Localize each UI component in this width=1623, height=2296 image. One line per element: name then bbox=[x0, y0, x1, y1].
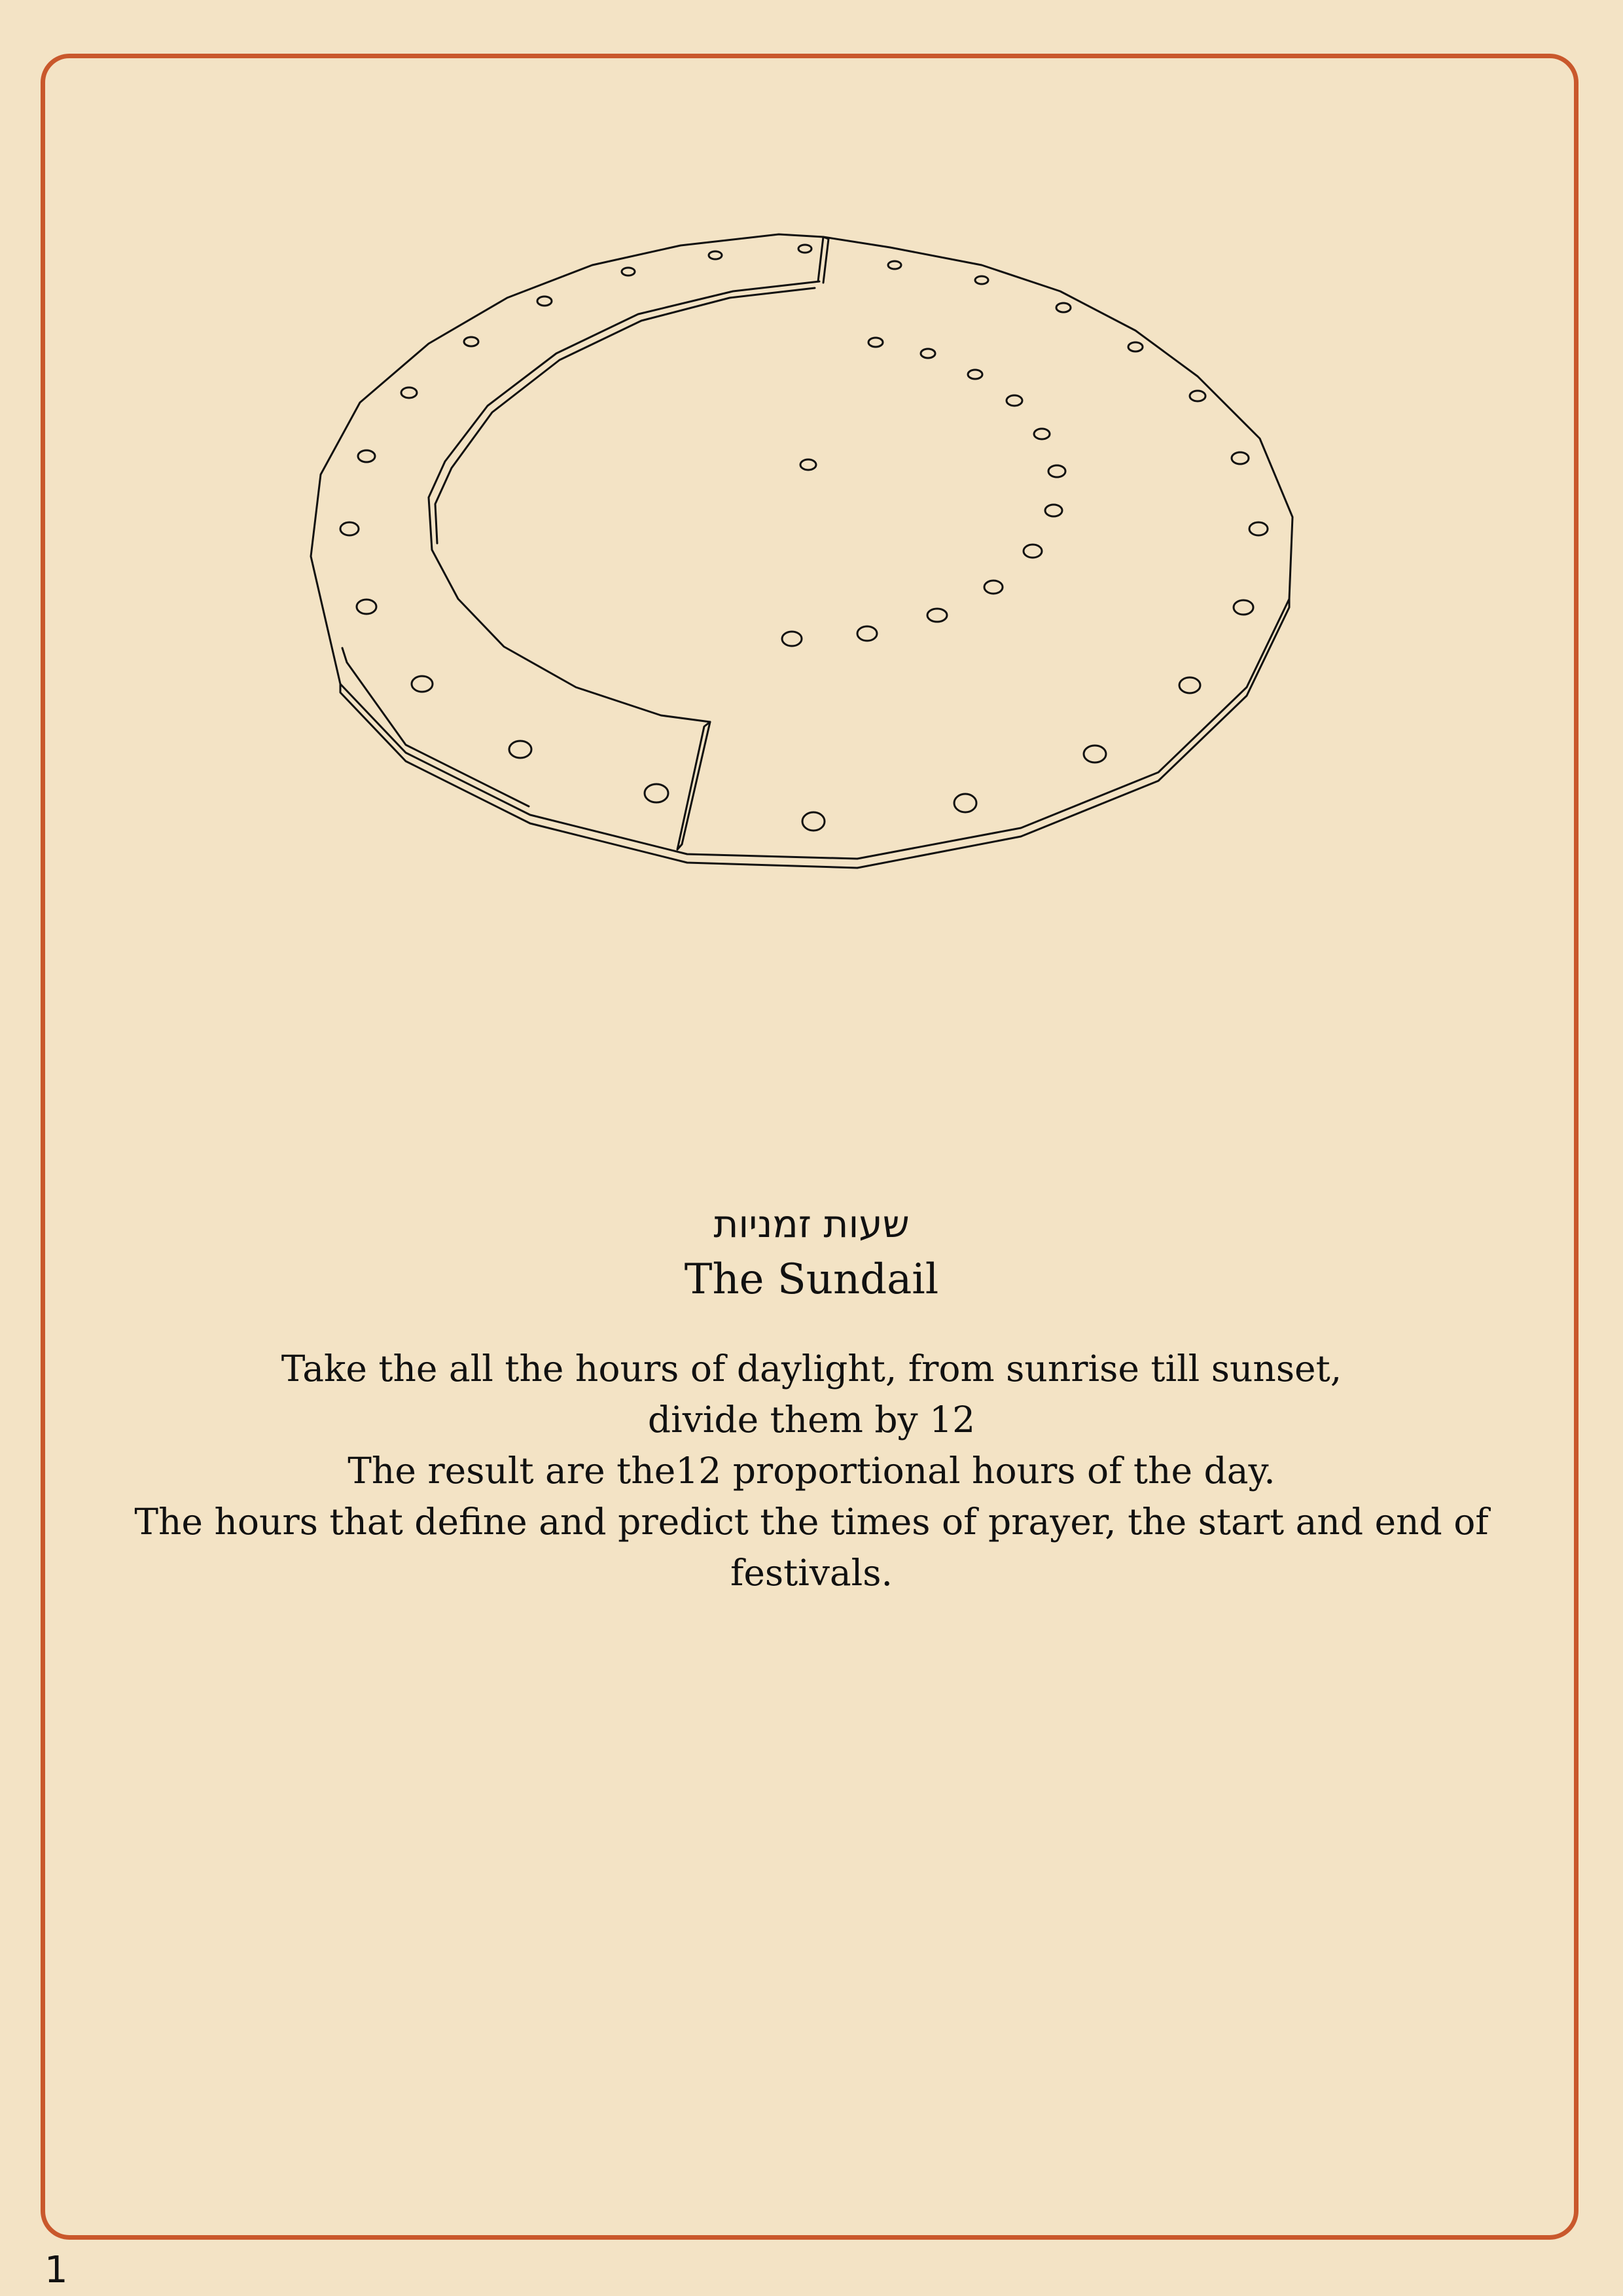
hebrew-title: שעות זמניות bbox=[713, 1202, 910, 1246]
paragraph-line: Take the all the hours of daylight, from sunrise till sunset, bbox=[281, 1348, 1342, 1390]
ring-gap-top bbox=[818, 237, 829, 283]
outer-thickness bbox=[340, 599, 1289, 868]
description-paragraph bbox=[65, 1343, 1558, 1598]
page-title: The Sundail bbox=[684, 1255, 939, 1304]
paragraph-line: festivals. bbox=[730, 1552, 893, 1594]
ring-gap-edge bbox=[677, 722, 710, 850]
paragraph-line: The result are the12 proportional hours of the day. bbox=[348, 1450, 1275, 1492]
hole-markers bbox=[340, 245, 1268, 831]
paragraph-line: divide them by 12 bbox=[647, 1399, 976, 1441]
inner-ring-curve bbox=[429, 281, 819, 722]
paragraph-line: The hours that define and predict the times of prayer, the start and end of bbox=[134, 1501, 1489, 1543]
sundial-icon bbox=[311, 234, 1293, 868]
outer-edge bbox=[311, 234, 1293, 859]
page-number: 1 bbox=[45, 2249, 68, 2291]
inner-ring-curve-2 bbox=[435, 288, 815, 543]
text-section bbox=[65, 1198, 1558, 1598]
outer-thickness-2 bbox=[342, 648, 529, 806]
sundial-illustration bbox=[0, 0, 1623, 982]
